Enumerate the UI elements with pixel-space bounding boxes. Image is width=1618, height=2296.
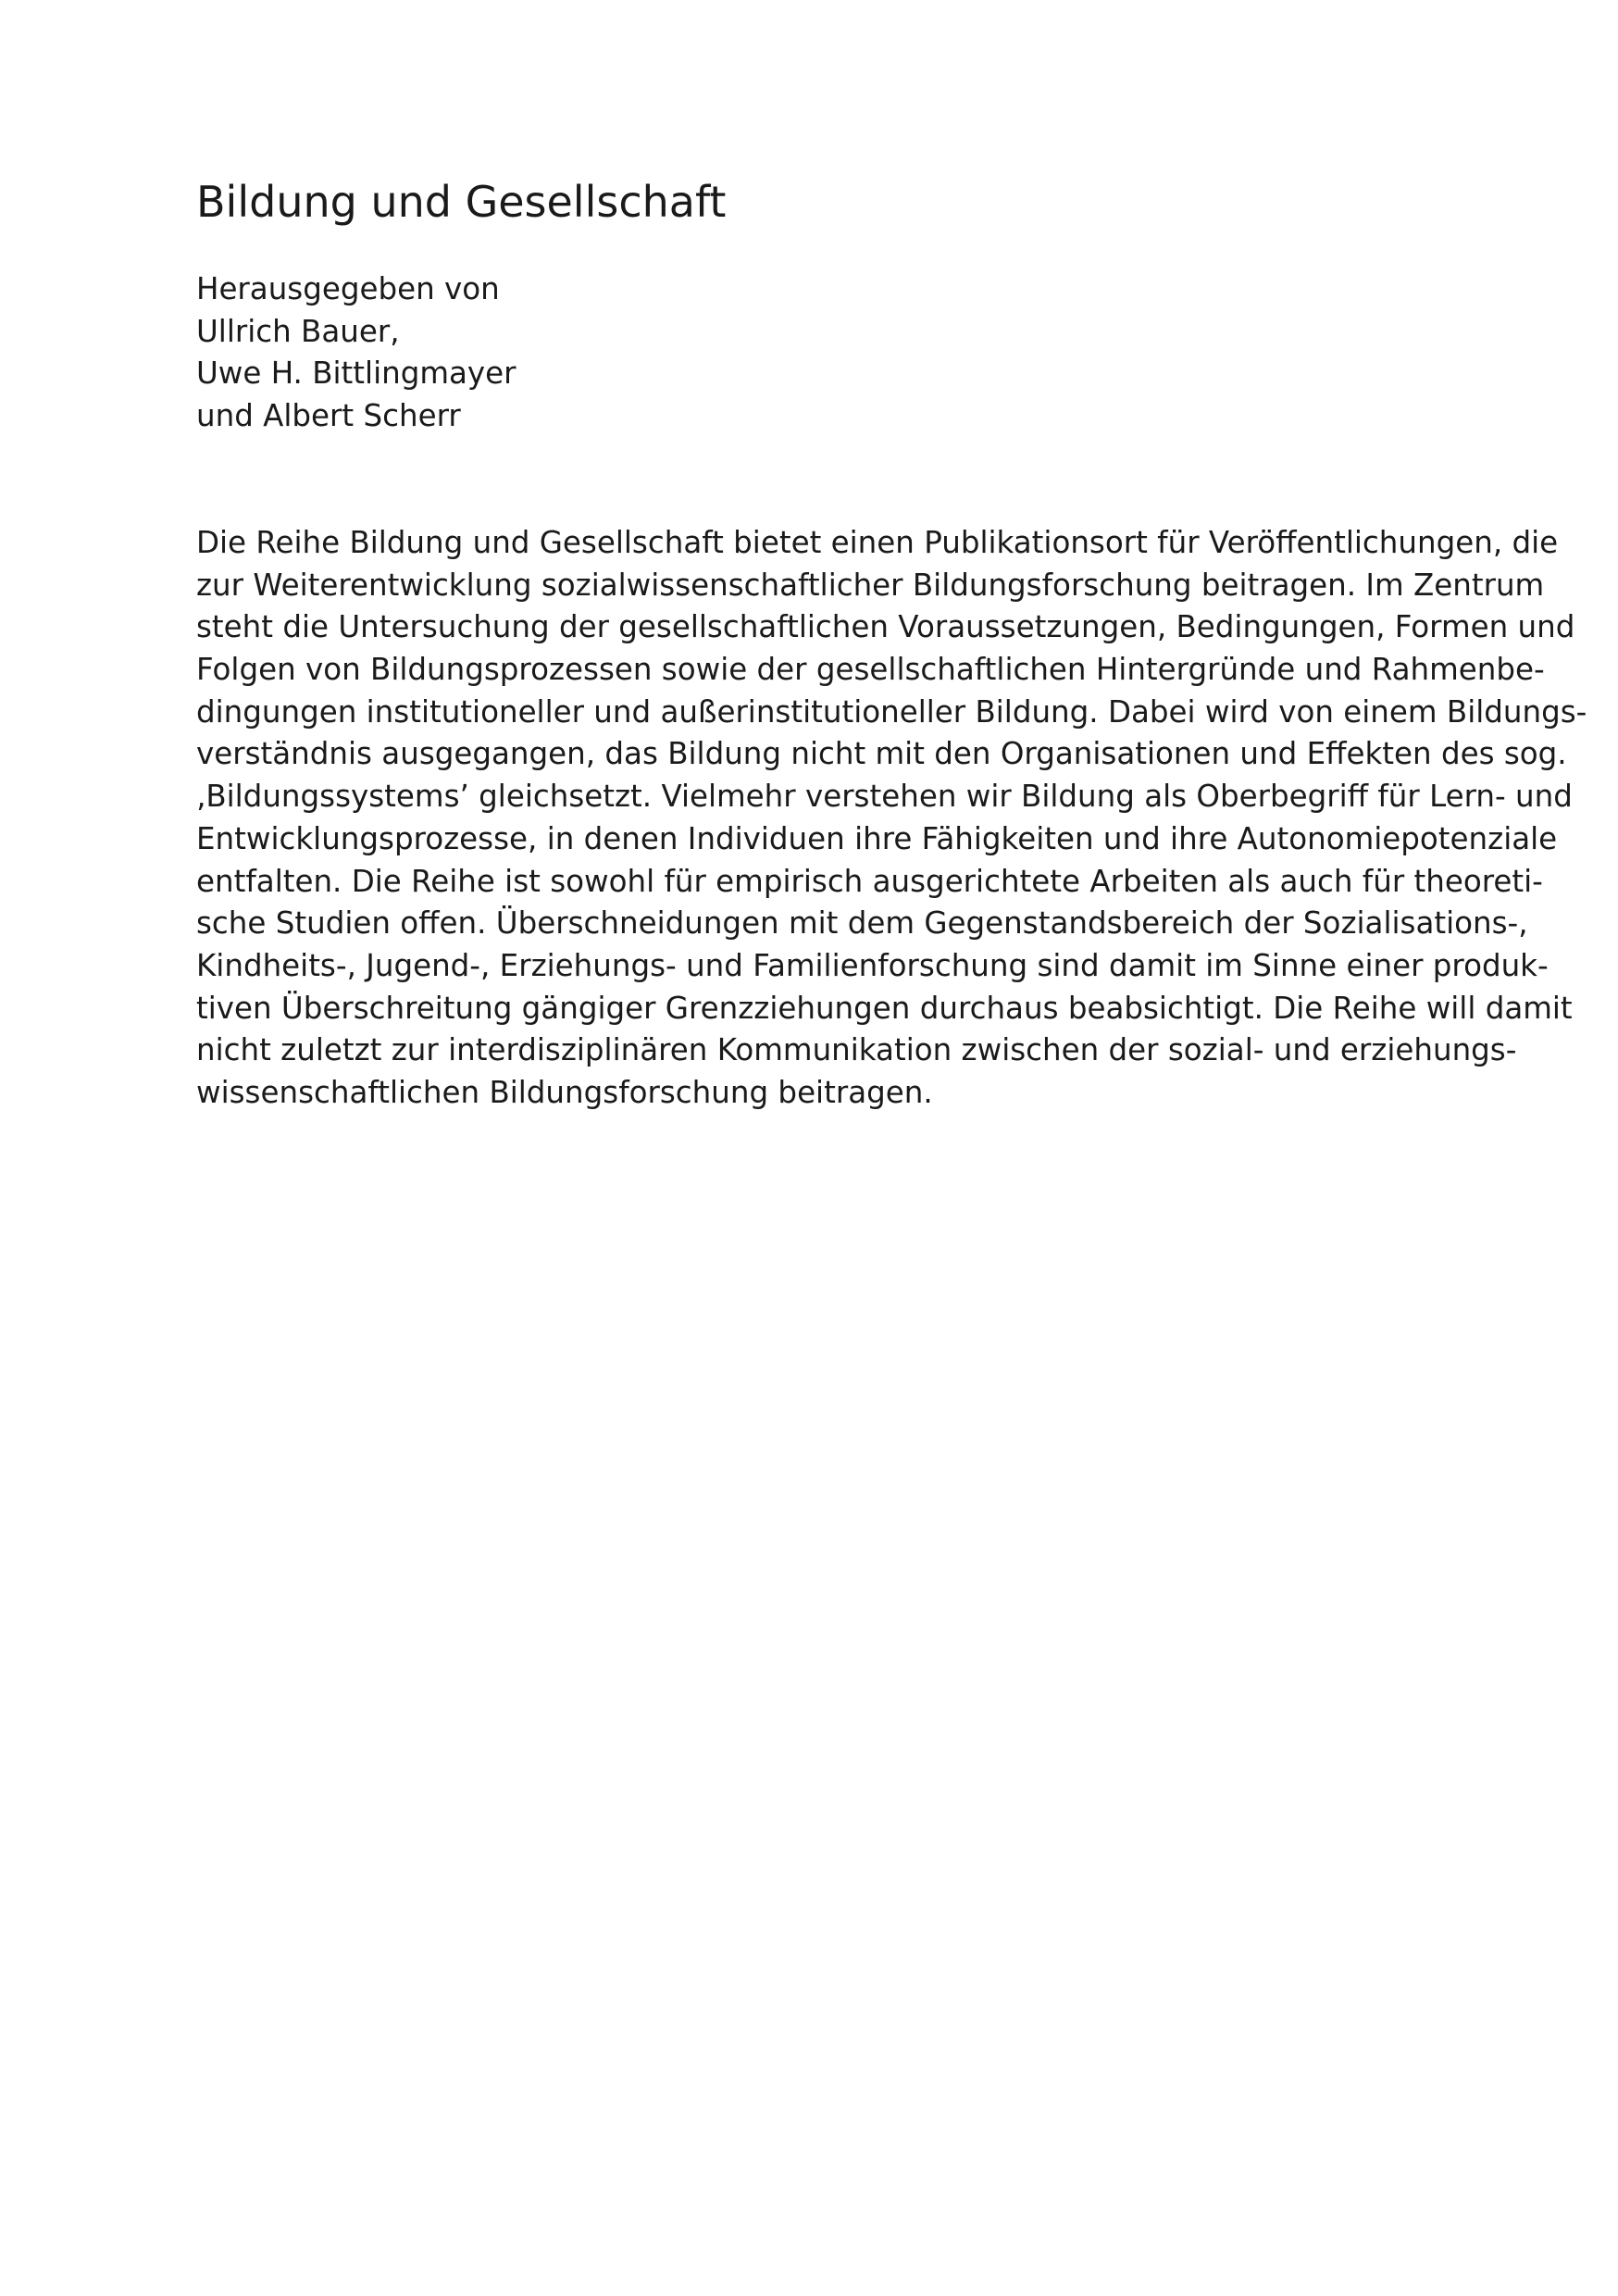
description-line: Entwicklungsprozesse, in denen Individuen ihre Fähigkeiten und ihre Autonomiepotenziale [196, 820, 1558, 856]
description-line: ‚Bildungssystems’ gleichsetzt. Vielmehr verstehen wir Bildung als Oberbegriff für Lern- und [196, 779, 1573, 815]
description-line: tiven Überschreitung gängiger Grenzziehungen durchaus beabsichtigt. Die Reihe will damit [196, 990, 1573, 1026]
description-line: entfalten. Die Reihe ist sowohl für empirisch ausgerichtete Arbeiten als auch für theoreti- [196, 863, 1543, 899]
description-line: dingungen institutioneller und außerinstitutioneller Bildung. Dabei wird von einem Bildungs- [196, 693, 1587, 730]
description-line: wissenschaftlichen Bildungsforschung beitragen. [196, 1074, 933, 1110]
series-title: Bildung und Gesellschaft [196, 177, 727, 227]
description-line: nicht zuletzt zur interdisziplinären Kommunikation zwischen der sozial- und erziehungs- [196, 1032, 1517, 1068]
series-description [196, 522, 1587, 1115]
description-line: steht die Untersuchung der gesellschaftlichen Voraussetzungen, Bedingungen, Formen und [196, 609, 1575, 645]
description-line: Folgen von Bildungsprozessen sowie der gesellschaftlichen Hintergründe und Rahmenbe- [196, 652, 1545, 688]
description-line: Die Reihe Bildung und Gesellschaft bietet einen Publikationsort für Veröffentlichungen, die [196, 525, 1559, 560]
editor-line: Uwe H. Bittlingmayer [196, 356, 517, 391]
editors-intro: Herausgegeben von [196, 271, 500, 306]
description-line: zur Weiterentwicklung sozialwissenschaftlicher Bildungsforschung beitragen. Im Zentrum [196, 567, 1545, 603]
editors-block [196, 268, 517, 437]
editor-line: und Albert Scherr [196, 397, 461, 433]
editor-line: Ullrich Bauer, [196, 313, 400, 349]
description-line: sche Studien offen. Überschneidungen mit dem Gegenstandsbereich der Sozialisations-, [196, 905, 1528, 942]
description-line: Kindheits-, Jugend-, Erziehungs- und Familienforschung sind damit im Sinne einer produk- [196, 947, 1549, 983]
description-line: verständnis ausgegangen, das Bildung nicht mit den Organisationen und Effekten des sog. [196, 736, 1567, 772]
